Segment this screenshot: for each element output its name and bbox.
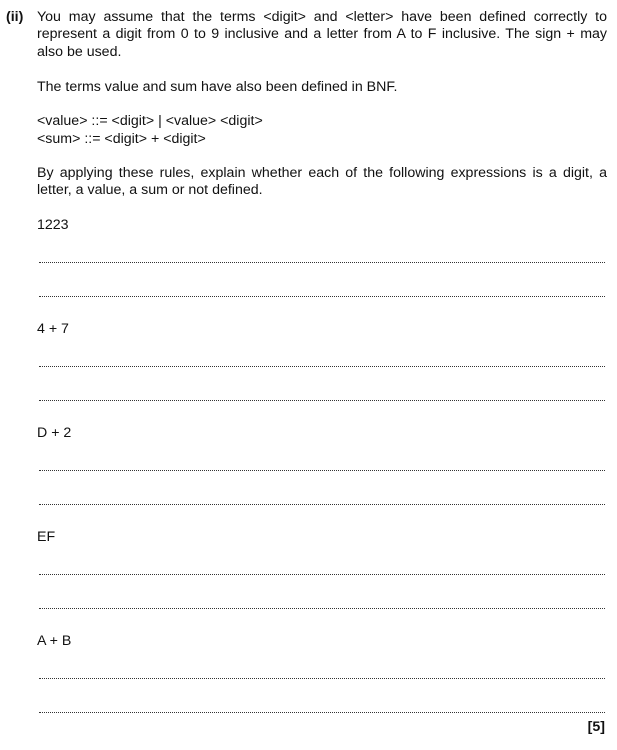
bnf-intro: The terms value and sum have also been defined in BNF. bbox=[37, 79, 398, 95]
answer-line[interactable] bbox=[39, 504, 605, 505]
intro-paragraph: You may assume that the terms <digit> and <letter> have been defined correctly to represent a digit from 0 to 9 inclusive and a letter from A to F inclusive. The sign + may also be used. bbox=[37, 9, 607, 60]
answer-line[interactable] bbox=[39, 400, 605, 401]
part-label: (ii) bbox=[6, 9, 24, 25]
instruction-paragraph: By applying these rules, explain whether each of the following expressions is a digit, a letter, a value, a sum or not defined. bbox=[37, 165, 607, 199]
answer-line[interactable] bbox=[39, 262, 605, 263]
marks-indicator: [5] bbox=[587, 719, 605, 735]
expression-3: D + 2 bbox=[37, 425, 72, 441]
answer-line[interactable] bbox=[39, 296, 605, 297]
bnf-rule-value: <value> ::= <digit> | <value> <digit> bbox=[37, 113, 263, 129]
bnf-rule-sum: <sum> ::= <digit> + <digit> bbox=[37, 131, 206, 147]
answer-line[interactable] bbox=[39, 470, 605, 471]
answer-line[interactable] bbox=[39, 712, 605, 713]
answer-line[interactable] bbox=[39, 366, 605, 367]
expression-5: A + B bbox=[37, 633, 72, 649]
answer-line[interactable] bbox=[39, 574, 605, 575]
expression-4: EF bbox=[37, 529, 56, 545]
answer-line[interactable] bbox=[39, 608, 605, 609]
expression-2: 4 + 7 bbox=[37, 321, 69, 337]
expression-1: 1223 bbox=[37, 217, 69, 233]
answer-line[interactable] bbox=[39, 678, 605, 679]
